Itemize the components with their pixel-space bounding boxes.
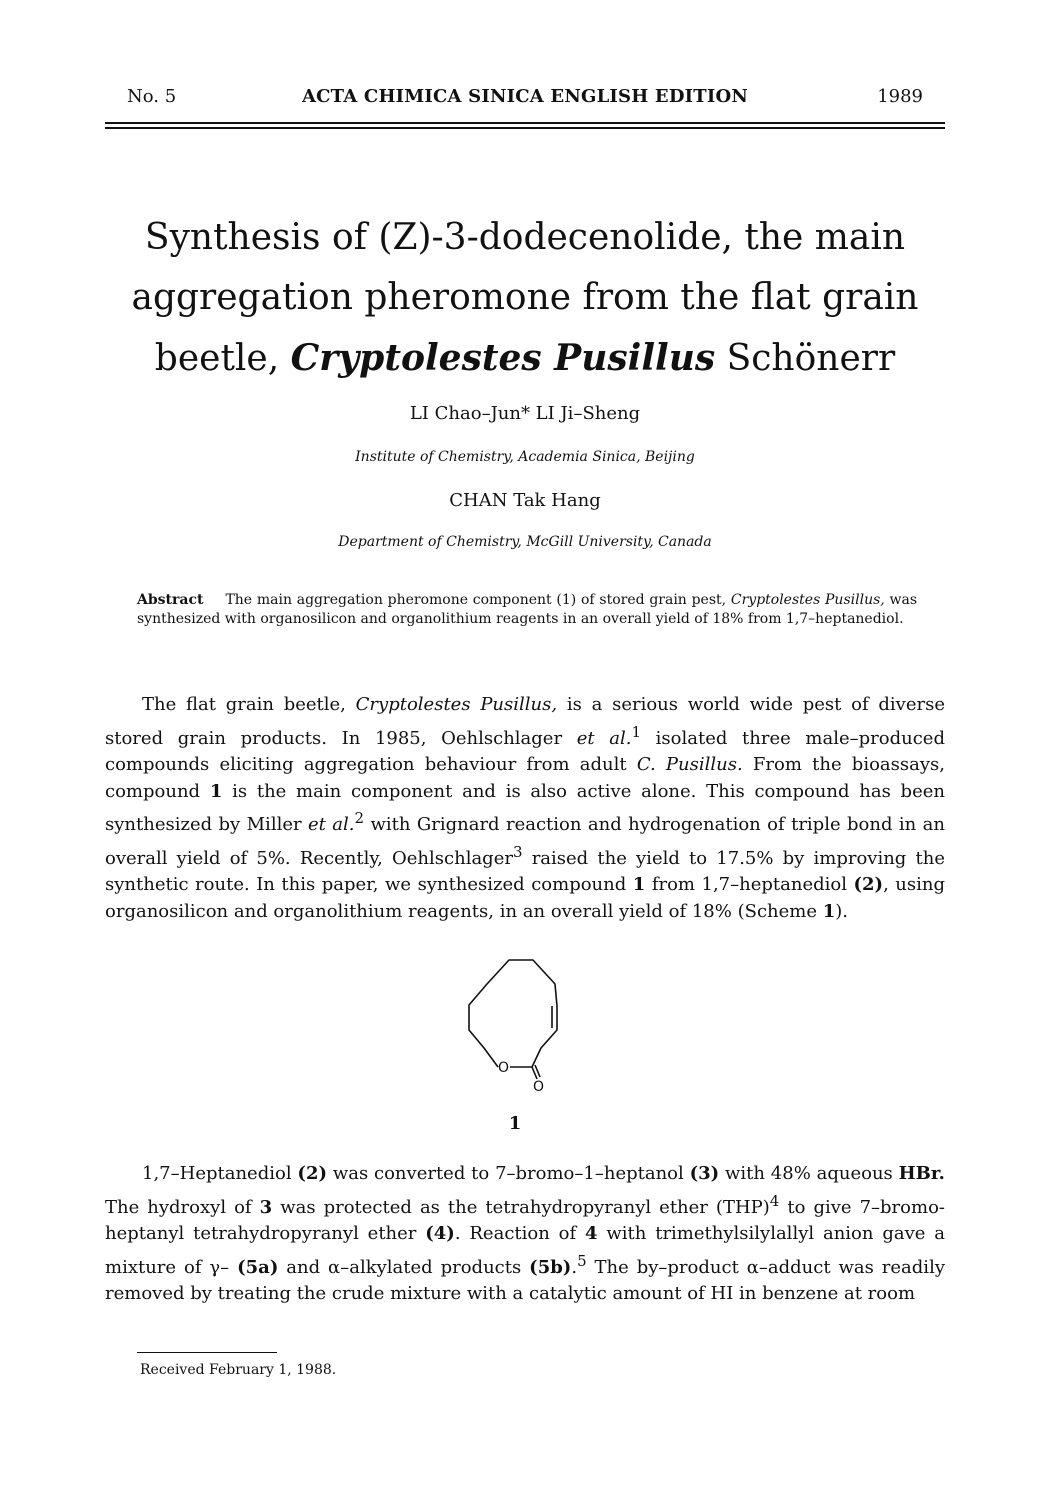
header-rule-top <box>105 122 945 124</box>
compound-ref-4b: 4 <box>585 1223 598 1244</box>
p1-text-e: is the main component and is also active alone. This compound has been synthesized by Miller <box>105 780 945 835</box>
p1-species: Cryptolestes Pusillus, <box>355 694 558 715</box>
p1-text-f: with Grignard reaction and hydrogenation of triple bond in an overall yield of 5%. Recently, Oehlschlager <box>105 814 945 869</box>
body-paragraph-2: 1,7–Heptanediol (2) was converted to 7–bromo–1–heptanol (3) with 48% aqueous HBr. The hydroxyl of 3 was protected as the tetrahydropyranyl ether (THP)$^4$ to give 7–bromo-heptanyl tetrahydropyranyl ether (4). Reaction of 4 with trimethylsilylallyl anion gave a mixture of γ– (5a) and α–alkylated products (5b).$^5$ The by–product α–adduct was readily removed by treating the crude mixture with a catalytic amount of HI in benzene at room <box>105 1163 945 1304</box>
ref-superscript-1: 1 <box>631 722 642 741</box>
compound-ref-1b: 1 <box>632 874 646 895</box>
ring-oxygen-symbol: O <box>498 1060 510 1076</box>
ref-superscript-3: 3 <box>512 842 523 861</box>
publication-year: 1989 <box>877 86 923 107</box>
scheme-ref: 1 <box>822 900 836 922</box>
p2-text-d: The hydroxyl of <box>105 1196 252 1218</box>
affiliation-1: Institute of Chemistry, Academia Sinica, Beijing <box>355 449 695 465</box>
ring-bonds <box>469 960 557 1067</box>
compound-ref-5b: (5b) <box>529 1256 572 1278</box>
p2-text-g: . Reaction of <box>454 1223 577 1244</box>
p1-etal-1: et al. <box>576 727 632 749</box>
title-species: Cryptolestes Pusillus <box>290 337 716 379</box>
ref-superscript-4: 4 <box>769 1191 780 1210</box>
title-line-2: aggregation pheromone from the flat grain <box>131 277 919 318</box>
journal-name: ACTA CHIMICA SINICA ENGLISH EDITION <box>301 86 749 107</box>
ref-superscript-2: 2 <box>354 809 365 827</box>
p2-text-a: 1,7–Heptanediol <box>142 1163 292 1184</box>
compound-ref-3b: 3 <box>259 1196 273 1218</box>
title-line-3-pre: beetle, <box>154 338 280 379</box>
p2-text-i: and α–alkylated products <box>286 1256 522 1278</box>
compound-ref-5a: (5a) <box>237 1256 279 1278</box>
hbr-reagent: HBr. <box>898 1163 945 1184</box>
p2-text-e: was protected as the tetrahydropyranyl ether (THP) <box>280 1196 770 1218</box>
compound-label: 1 <box>508 1113 522 1134</box>
footnote-rule <box>137 1352 277 1353</box>
ref-superscript-5: 5 <box>577 1251 587 1270</box>
title-line-3-post: Schönerr <box>726 338 896 379</box>
p2-text-b: was converted to 7–bromo–1–heptanol <box>332 1163 684 1184</box>
abstract-text-b: was synthesized with organosilicon and organolithium reagents in an overall yield of 18% from 1,7–heptanediol. <box>137 592 917 627</box>
compound-ref-4: (4) <box>425 1223 455 1244</box>
p1-text-h: from 1,7–heptanediol <box>651 874 847 895</box>
header-rule-bottom <box>105 127 945 129</box>
abstract-label: Abstract <box>137 592 204 608</box>
carbonyl-oxygen-symbol: O <box>533 1079 545 1094</box>
p1-text-b: is a serious world wide pest of diverse stored grain products. In 1985, Oehlschlager <box>105 694 945 749</box>
author-group-2: CHAN Tak Hang <box>449 490 601 511</box>
p2-text-h: with trimethylsilylallyl anion gave a mixture of γ– <box>105 1223 945 1278</box>
p2-text-f: to give 7–bromo-heptanyl tetrahydropyranyl ether <box>105 1196 945 1244</box>
compound-ref-3: (3) <box>689 1163 720 1184</box>
received-date-footnote: Received February 1, 1988. <box>140 1362 337 1378</box>
abstract-text-a: The main aggregation pheromone component (1) of stored grain pest, <box>225 592 727 608</box>
abstract-species: Cryptolestes Pusillus, <box>730 592 885 608</box>
p2-text-c: with 48% aqueous <box>724 1163 893 1184</box>
body-paragraph-1 <box>105 692 945 925</box>
title-line-1: Synthesis of (Z)-3-dodecenolide, the main <box>144 217 906 258</box>
title-line-3 <box>105 328 945 389</box>
compound-1-structure <box>460 954 580 1094</box>
affiliation-2: Department of Chemistry, McGill University, Canada <box>338 534 712 550</box>
p1-species-2: C. Pusillus. <box>636 754 743 775</box>
running-header <box>105 86 945 116</box>
issue-number: No. 5 <box>127 86 177 107</box>
author-group-1: LI Chao–Jun* LI Ji–Sheng <box>409 403 641 424</box>
p1-text-d: From the bioassays, compound <box>105 754 945 802</box>
article-title <box>105 208 945 389</box>
compound-ref-1: 1 <box>209 780 223 802</box>
p1-text-j: ). <box>835 900 848 922</box>
p2-text-j: The by–product α–adduct was readily removed by treating the crude mixture with a catalytic amount of HI in benzene at room <box>105 1256 945 1304</box>
compound-ref-2b: (2) <box>297 1163 327 1184</box>
p1-text-a: The flat grain beetle, <box>142 694 346 715</box>
p1-text-g: raised the yield to 17.5% by improving the synthetic route. In this paper, we synthesized compound <box>105 847 945 895</box>
compound-ref-2: (2) <box>853 874 884 895</box>
p1-text-i: , using organosilicon and organolithium reagents, in an overall yield of 18% (Scheme <box>105 874 945 922</box>
p1-etal-2: et al. <box>308 814 355 835</box>
abstract <box>137 591 917 629</box>
p1-text-c: isolated three male–produced compounds eliciting aggregation behaviour from adult <box>105 727 945 775</box>
